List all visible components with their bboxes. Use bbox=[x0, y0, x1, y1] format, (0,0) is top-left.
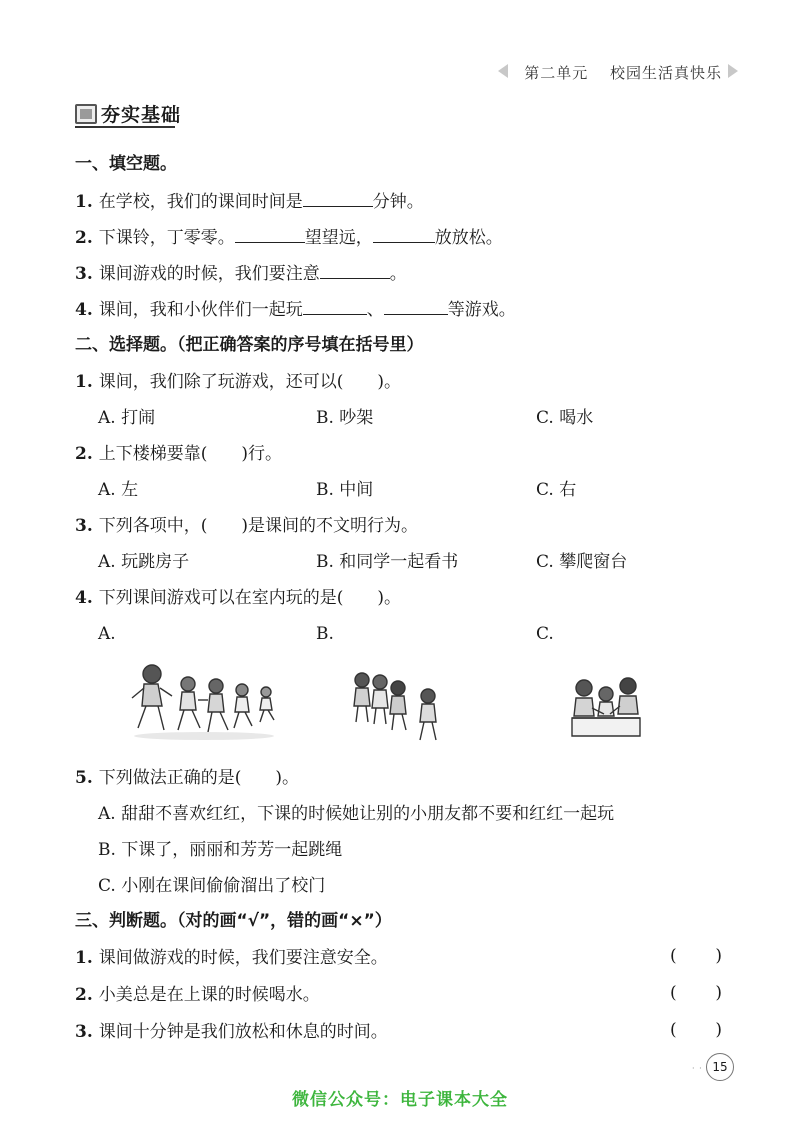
answer-blank[interactable] bbox=[303, 188, 373, 207]
option-b[interactable]: B. 吵架 bbox=[316, 408, 374, 428]
option-a[interactable]: A. 玩跳房子 bbox=[98, 552, 190, 572]
answer-blank[interactable] bbox=[235, 224, 305, 243]
choice-question-2 bbox=[75, 442, 282, 466]
part2-heading: 二、选择题。（把正确答案的序号填在括号里） bbox=[75, 335, 424, 355]
question-text: 下列各项中，( )是课间的不文明行为。 bbox=[98, 516, 419, 536]
question-number: 5. bbox=[75, 768, 93, 788]
header-decor-right bbox=[728, 64, 738, 78]
question-number: 1. bbox=[75, 192, 93, 212]
answer-blank[interactable] bbox=[384, 296, 448, 315]
section-title-text: 夯实基础 bbox=[101, 104, 182, 126]
question-text: 课间游戏的时候，我们要注意 bbox=[98, 264, 320, 284]
question-text: 课间做游戏的时候，我们要注意安全。 bbox=[98, 948, 388, 968]
part1-heading: 一、填空题。 bbox=[75, 154, 177, 174]
paren-open: ( bbox=[670, 946, 677, 966]
option-b[interactable]: B. 和同学一起看书 bbox=[316, 552, 459, 572]
section-icon bbox=[75, 104, 97, 124]
kids-line-game-illustration bbox=[348, 666, 444, 746]
paren-open: ( bbox=[670, 1020, 677, 1040]
question-text: 上下楼梯要靠( )行。 bbox=[98, 444, 283, 464]
option-b[interactable]: B. 下课了，丽丽和芳芳一起跳绳 bbox=[98, 840, 343, 860]
question-number: 4. bbox=[75, 588, 93, 608]
header-decor-left bbox=[498, 64, 508, 78]
choice-question-5 bbox=[75, 766, 299, 790]
question-text: 下课铃，丁零零。 bbox=[98, 228, 235, 248]
answer-blank[interactable] bbox=[320, 260, 390, 279]
choice-question-4 bbox=[75, 586, 401, 610]
option-c[interactable]: C. bbox=[536, 624, 554, 644]
question-text: 放放松。 bbox=[434, 228, 503, 248]
kids-playing-chase-illustration bbox=[128, 660, 280, 742]
choice-question-1 bbox=[75, 370, 401, 394]
question-text: 下列做法正确的是( )。 bbox=[98, 768, 300, 788]
question-number: 1. bbox=[75, 948, 93, 968]
fill-question-3 bbox=[75, 260, 407, 286]
answer-blank[interactable] bbox=[303, 296, 367, 315]
question-text: 、 bbox=[366, 300, 384, 320]
answer-parentheses[interactable] bbox=[670, 946, 722, 966]
question-number: 3. bbox=[75, 264, 93, 284]
question-number: 1. bbox=[75, 372, 93, 392]
question-text: 望望远， bbox=[304, 228, 373, 248]
unit-title: 校园生活真快乐 bbox=[609, 64, 722, 82]
question-text: 课间十分钟是我们放松和休息的时间。 bbox=[98, 1022, 388, 1042]
paren-close: ) bbox=[715, 946, 722, 966]
question-number: 2. bbox=[75, 228, 93, 248]
option-c[interactable]: C. 攀爬窗台 bbox=[536, 552, 628, 572]
question-text: 分钟。 bbox=[372, 192, 424, 212]
fill-question-2 bbox=[75, 224, 503, 250]
question-text: 。 bbox=[389, 264, 407, 284]
question-text: 在学校，我们的课间时间是 bbox=[98, 192, 303, 212]
judge-question-3 bbox=[75, 1020, 388, 1044]
question-number: 2. bbox=[75, 985, 93, 1005]
footer-watermark: 微信公众号：电子课本大全 bbox=[292, 1090, 508, 1110]
answer-parentheses[interactable] bbox=[670, 1020, 722, 1040]
question-number: 3. bbox=[75, 516, 93, 536]
paren-close: ) bbox=[715, 983, 722, 1003]
judge-question-2 bbox=[75, 983, 320, 1007]
question-text: 等游戏。 bbox=[447, 300, 516, 320]
answer-parentheses[interactable] bbox=[670, 983, 722, 1003]
fill-question-1 bbox=[75, 188, 424, 214]
option-c[interactable]: C. 喝水 bbox=[536, 408, 594, 428]
page-header bbox=[524, 62, 722, 83]
choice-question-3 bbox=[75, 514, 418, 538]
question-text: 课间，我们除了玩游戏，还可以( )。 bbox=[98, 372, 402, 392]
question-text: 下列课间游戏可以在室内玩的是( )。 bbox=[98, 588, 402, 608]
section-title bbox=[75, 100, 181, 127]
option-a[interactable]: A. 打闹 bbox=[98, 408, 156, 428]
question-text: 小美总是在上课的时候喝水。 bbox=[98, 985, 320, 1005]
kids-indoor-game-illustration bbox=[566, 672, 646, 744]
fill-question-4 bbox=[75, 296, 516, 322]
answer-blank[interactable] bbox=[373, 224, 435, 243]
option-b[interactable]: B. bbox=[316, 624, 334, 644]
paren-open: ( bbox=[670, 983, 677, 1003]
option-c[interactable]: C. 右 bbox=[536, 480, 577, 500]
option-b[interactable]: B. 中间 bbox=[316, 480, 374, 500]
judge-question-1 bbox=[75, 946, 388, 970]
option-c[interactable]: C. 小刚在课间偷偷溜出了校门 bbox=[98, 876, 326, 896]
question-number: 4. bbox=[75, 300, 93, 320]
question-text: 课间，我和小伙伴们一起玩 bbox=[98, 300, 303, 320]
paren-close: ) bbox=[715, 1020, 722, 1040]
option-a[interactable]: A. 甜甜不喜欢红红，下课的时候她让别的小朋友都不要和红红一起玩 bbox=[98, 804, 615, 824]
part3-heading: 三、判断题。（对的画“√”，错的画“×”） bbox=[75, 911, 392, 931]
option-a[interactable]: A. 左 bbox=[98, 480, 139, 500]
unit-label: 第二单元 bbox=[524, 64, 589, 82]
page-number-decor: · · bbox=[692, 1064, 703, 1073]
option-a[interactable]: A. bbox=[98, 624, 116, 644]
question-number: 3. bbox=[75, 1022, 93, 1042]
section-underline bbox=[75, 126, 175, 128]
page-number: 15 bbox=[706, 1053, 734, 1081]
question-number: 2. bbox=[75, 444, 93, 464]
